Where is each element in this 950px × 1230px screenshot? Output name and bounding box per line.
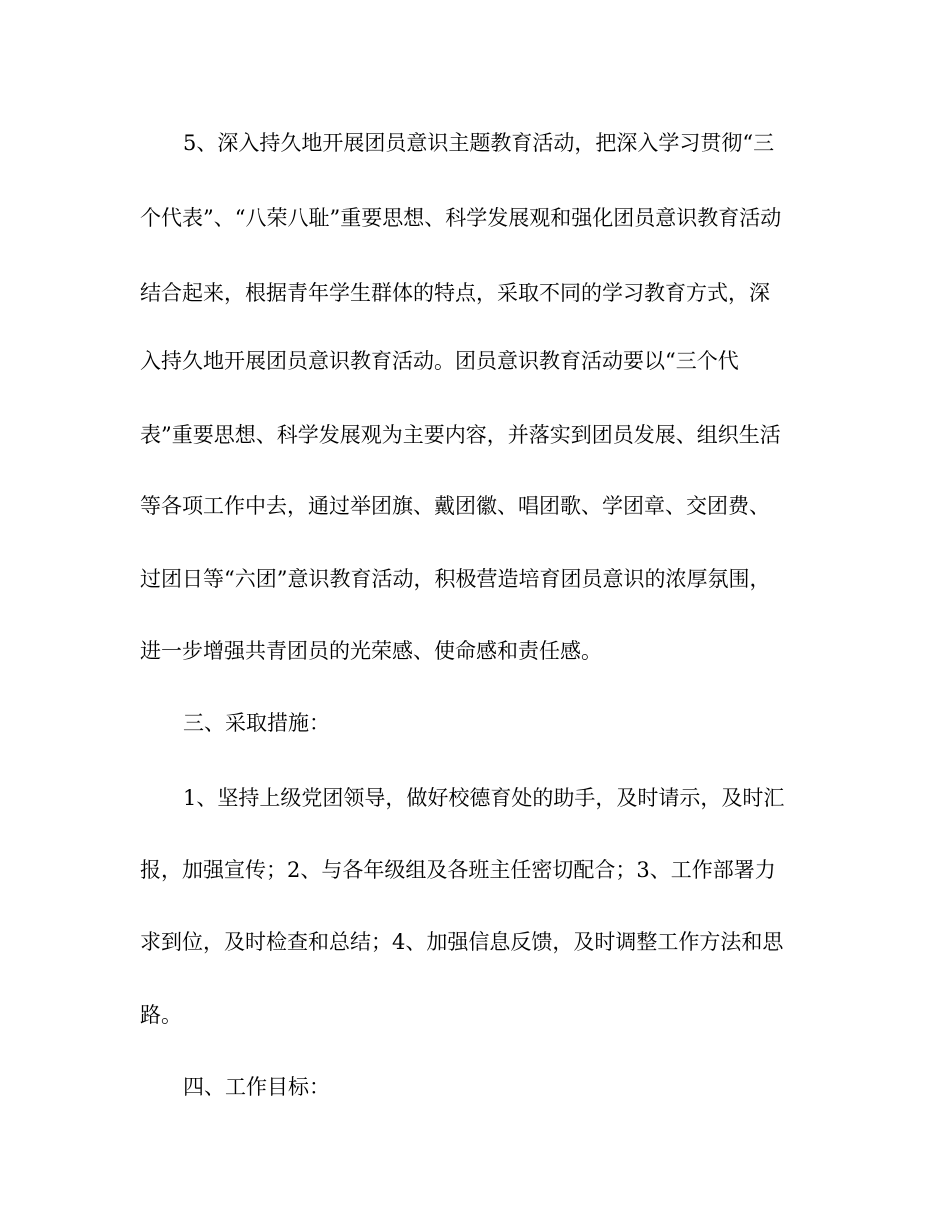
paragraph-5-line-8: 进一步增强共青团员的光荣感、使命感和责任感。	[140, 639, 602, 663]
paragraph-5-line-6: 等各项工作中去，通过举团旗、戴团徽、唱团歌、学团章、交团费、	[140, 494, 770, 518]
measures-line-2: 报，加强宣传；2、与各年级组及各班主任密切配合；3、工作部署力	[140, 858, 776, 882]
measures-line-1: 1、坚持上级党团领导，做好校德育处的助手，及时请示，及时汇	[183, 786, 785, 810]
paragraph-5-line-3: 结合起来，根据青年学生群体的特点，采取不同的学习教育方式，深	[140, 281, 770, 305]
paragraph-5-line-2: 个代表”、“八荣八耻”重要思想、科学发展观和强化团员意识教育活动	[140, 206, 782, 230]
section-heading-measures: 三、采取措施：	[183, 711, 330, 735]
paragraph-5-line-4: 入持久地开展团员意识教育活动。团员意识教育活动要以“三个代	[140, 349, 739, 373]
paragraph-5-line-7: 过团日等“六团”意识教育活动，积极营造培育团员意识的浓厚氛围，	[140, 567, 771, 591]
measures-line-4: 路。	[140, 1003, 182, 1027]
paragraph-5-line-5: 表”重要思想、科学发展观为主要内容，并落实到团员发展、组织生活	[140, 423, 781, 447]
section-heading-goals: 四、工作目标：	[183, 1075, 330, 1099]
paragraph-5-line-1: 5、深入持久地开展团员意识主题教育活动，把深入学习贯彻“三	[183, 131, 775, 155]
measures-line-3: 求到位，及时检查和总结；4、加强信息反馈，及时调整工作方法和思	[140, 930, 784, 954]
